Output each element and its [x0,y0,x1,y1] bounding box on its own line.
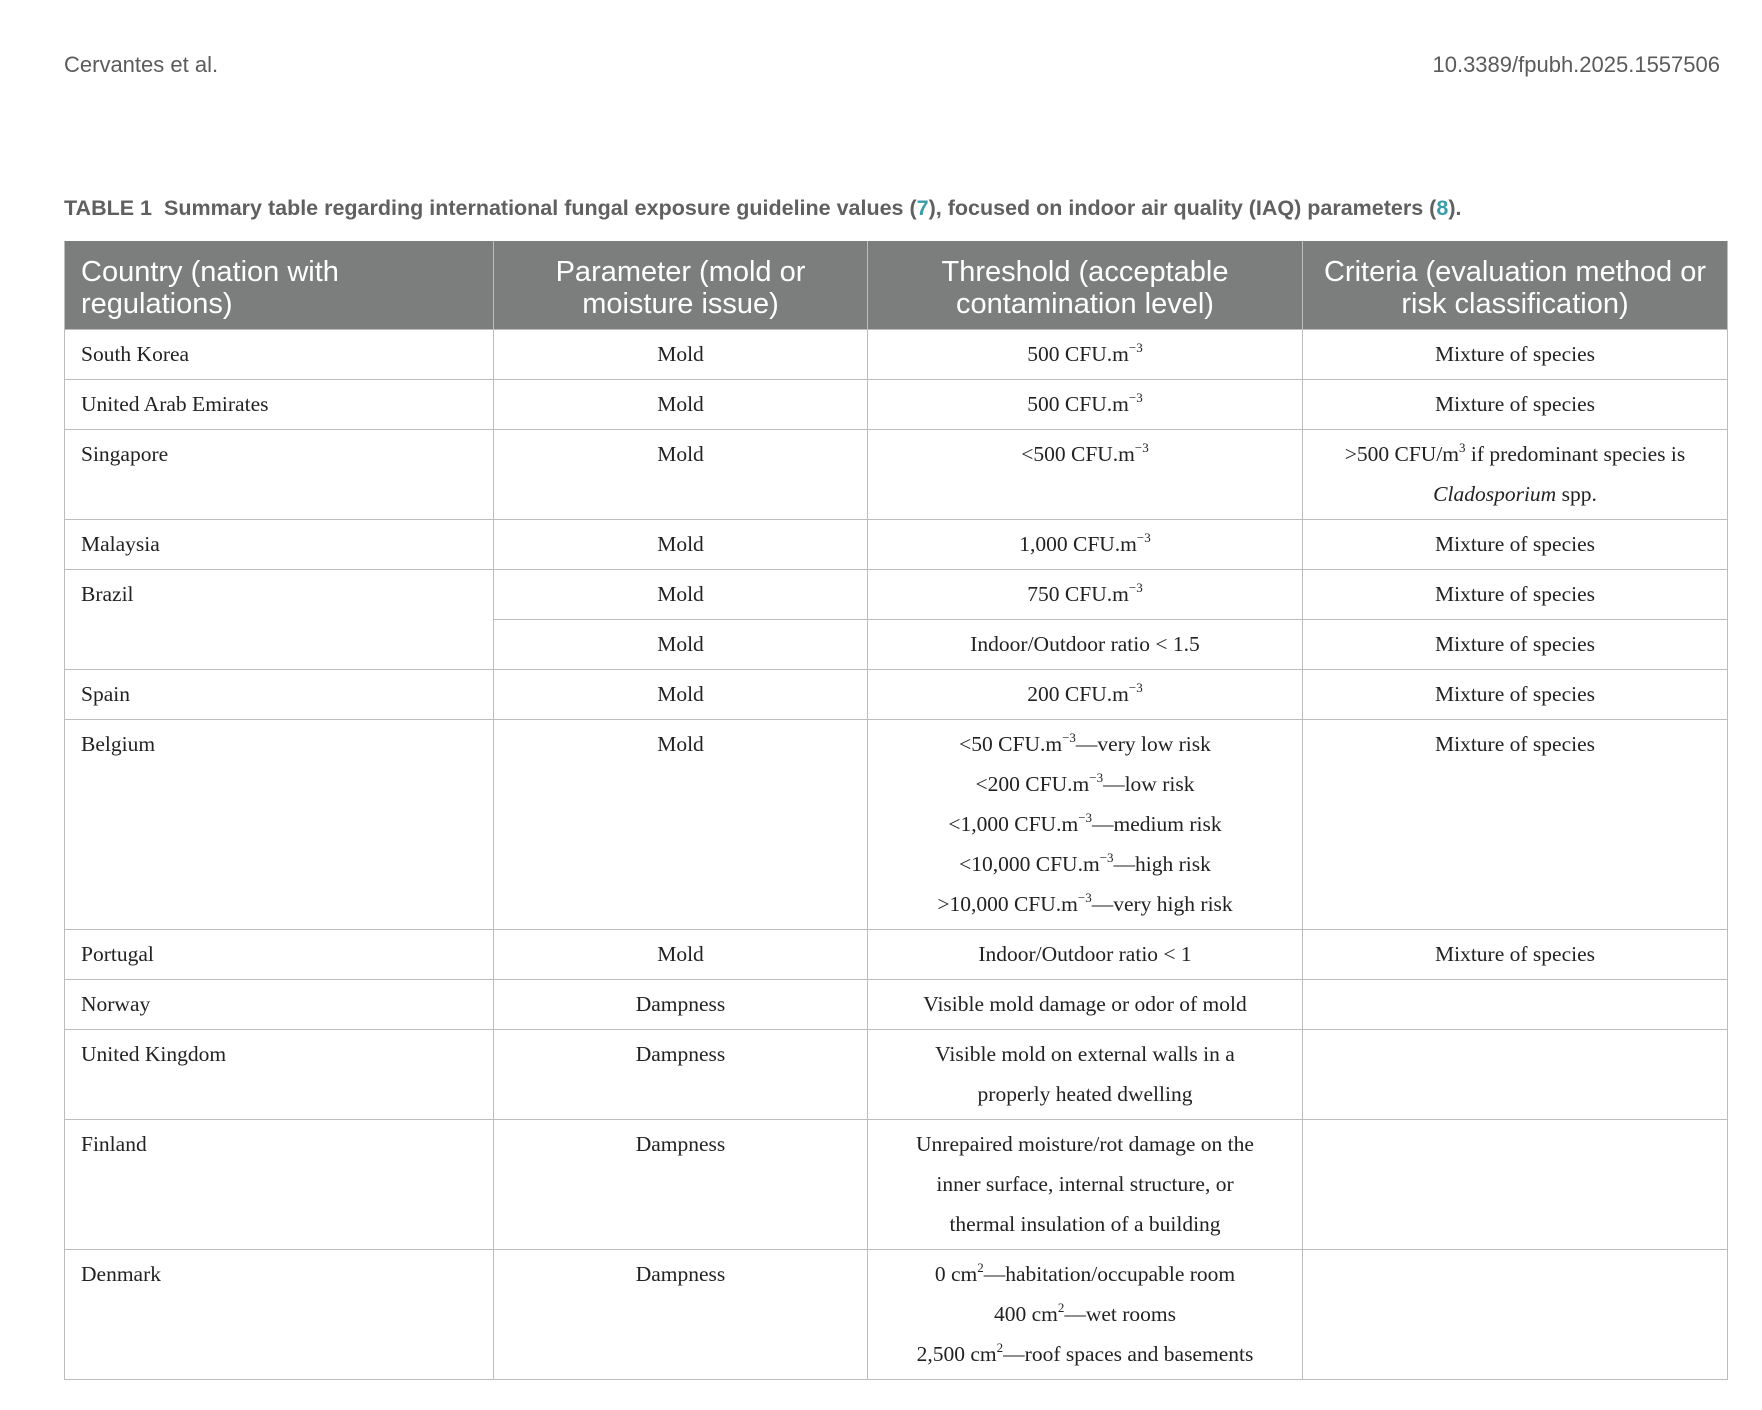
table-row [65,1250,1728,1380]
criteria-cell: Mixture of species [1303,570,1728,620]
country-cell: Spain [65,670,494,720]
country-cell: Belgium [65,720,494,930]
risk-level-line: <10,000 $CFU.m^{-3}—high$ risk [959,849,1211,876]
table-row [65,670,1728,720]
table-row [65,380,1728,430]
column-header-country: Country (nation with regulations) [65,241,494,330]
country-cell: Norway [65,980,494,1030]
table-row [65,430,1728,520]
parameter-cell: Mold [494,720,868,930]
caption-text: ), focused on indoor air quality (IAQ) parameters ( [928,196,1437,220]
table-row [65,1030,1728,1120]
country-cell: Portugal [65,930,494,980]
table-row [65,570,1728,620]
criteria-cell [1303,1120,1728,1250]
threshold-cell: Unrepaired moisture/rot damage on the inner surface, internal structure, or thermal insulation of a building [868,1120,1303,1250]
area-line: 0 $cm^2—habitation$/occupable room [934,1259,1236,1286]
table-row [65,930,1728,980]
citation-link-8[interactable]: 8 [1436,196,1449,220]
table-caption [64,196,1722,221]
threshold-cell: 500 $CFU.m^{-3}$ [868,330,1303,380]
threshold-cell: Visible mold damage or odor of mold [868,980,1303,1030]
threshold-cell: Indoor/Outdoor ratio < 1.5 [868,620,1303,670]
country-cell: Denmark [65,1250,494,1380]
table-row [65,330,1728,380]
caption-text: Summary table regarding international fungal exposure guideline values ( [163,196,917,220]
table-row [65,520,1728,570]
threshold-cell [868,1250,1303,1380]
parameter-cell: Mold [494,930,868,980]
header-row [65,241,1728,330]
caption-text: ). [1448,196,1462,220]
parameter-cell: Dampness [494,1250,868,1380]
column-header-threshold: Threshold (acceptable contamination level) [868,241,1303,330]
risk-level-line: <1,000 $CFU.m^{-3}—medium$ risk [948,809,1222,836]
parameter-cell: Dampness [494,1030,868,1120]
country-cell: South Korea [65,330,494,380]
running-header [64,52,1720,78]
risk-level-line: <200 $CFU.m^{-3}—low$ risk [975,769,1195,796]
criteria-cell [1303,980,1728,1030]
country-cell: Brazil [65,570,494,670]
parameter-cell: Dampness [494,980,868,1030]
threshold-cell: 750 $CFU.m^{-3}$ [868,570,1303,620]
table-row [65,720,1728,930]
country-cell: Singapore [65,430,494,520]
threshold-cell: 500 $CFU.m^{-3}$ [868,380,1303,430]
criteria-cell [1303,1250,1728,1380]
author-line: Cervantes et al. [64,52,219,77]
criteria-cell [1303,1030,1728,1120]
threshold-cell: Visible mold on external walls in a properly heated dwelling [868,1030,1303,1120]
threshold-cell [868,720,1303,930]
risk-level-line: <50 $CFU.m^{-3}—very$ low risk [959,729,1211,756]
parameter-cell: Mold [494,330,868,380]
country-cell: United Arab Emirates [65,380,494,430]
threshold-cell: <500 $CFU.m^{-3}$ [868,430,1303,520]
criteria-cell: Mixture of species [1303,670,1728,720]
table-row [65,980,1728,1030]
parameter-cell: Mold [494,670,868,720]
citation-link-7[interactable]: 7 [916,196,929,220]
doi: 10.3389/fpubh.2025.1557506 [1432,52,1720,77]
parameter-cell: Dampness [494,1120,868,1250]
area-line: 2,500 $cm^2—roof$ spaces and basements [916,1339,1254,1366]
criteria-cell: Mixture of species [1303,380,1728,430]
parameter-cell: Mold [494,620,868,670]
threshold-cell: Indoor/Outdoor ratio < 1 [868,930,1303,980]
table-row [65,1120,1728,1250]
guideline-table [64,241,1728,1380]
parameter-cell: Mold [494,570,868,620]
risk-level-line: >10,000 $CFU.m^{-3}—very$ high risk [937,889,1233,916]
threshold-cell: 1,000 $CFU.m^{-3}$ [868,520,1303,570]
criteria-cell: Mixture of species [1303,620,1728,670]
parameter-cell: Mold [494,430,868,520]
criteria-cell: >500 CFU/$m^3$ if predominant species is Cladosporium spp. [1303,430,1728,520]
parameter-cell: Mold [494,380,868,430]
country-cell: Finland [65,1120,494,1250]
criteria-cell: Mixture of species [1303,930,1728,980]
threshold-cell: 200 $CFU.m^{-3}$ [868,670,1303,720]
country-cell: United Kingdom [65,1030,494,1120]
column-header-parameter: Parameter (mold or moisture issue) [494,241,868,330]
country-cell: Malaysia [65,520,494,570]
table-label: TABLE 1 [64,196,152,220]
criteria-cell: Mixture of species [1303,330,1728,380]
area-line: 400 $cm^2—wet$ rooms [993,1299,1177,1326]
parameter-cell: Mold [494,520,868,570]
column-header-criteria: Criteria (evaluation method or risk classification) [1303,241,1728,330]
criteria-cell: Mixture of species [1303,720,1728,930]
criteria-cell: Mixture of species [1303,520,1728,570]
